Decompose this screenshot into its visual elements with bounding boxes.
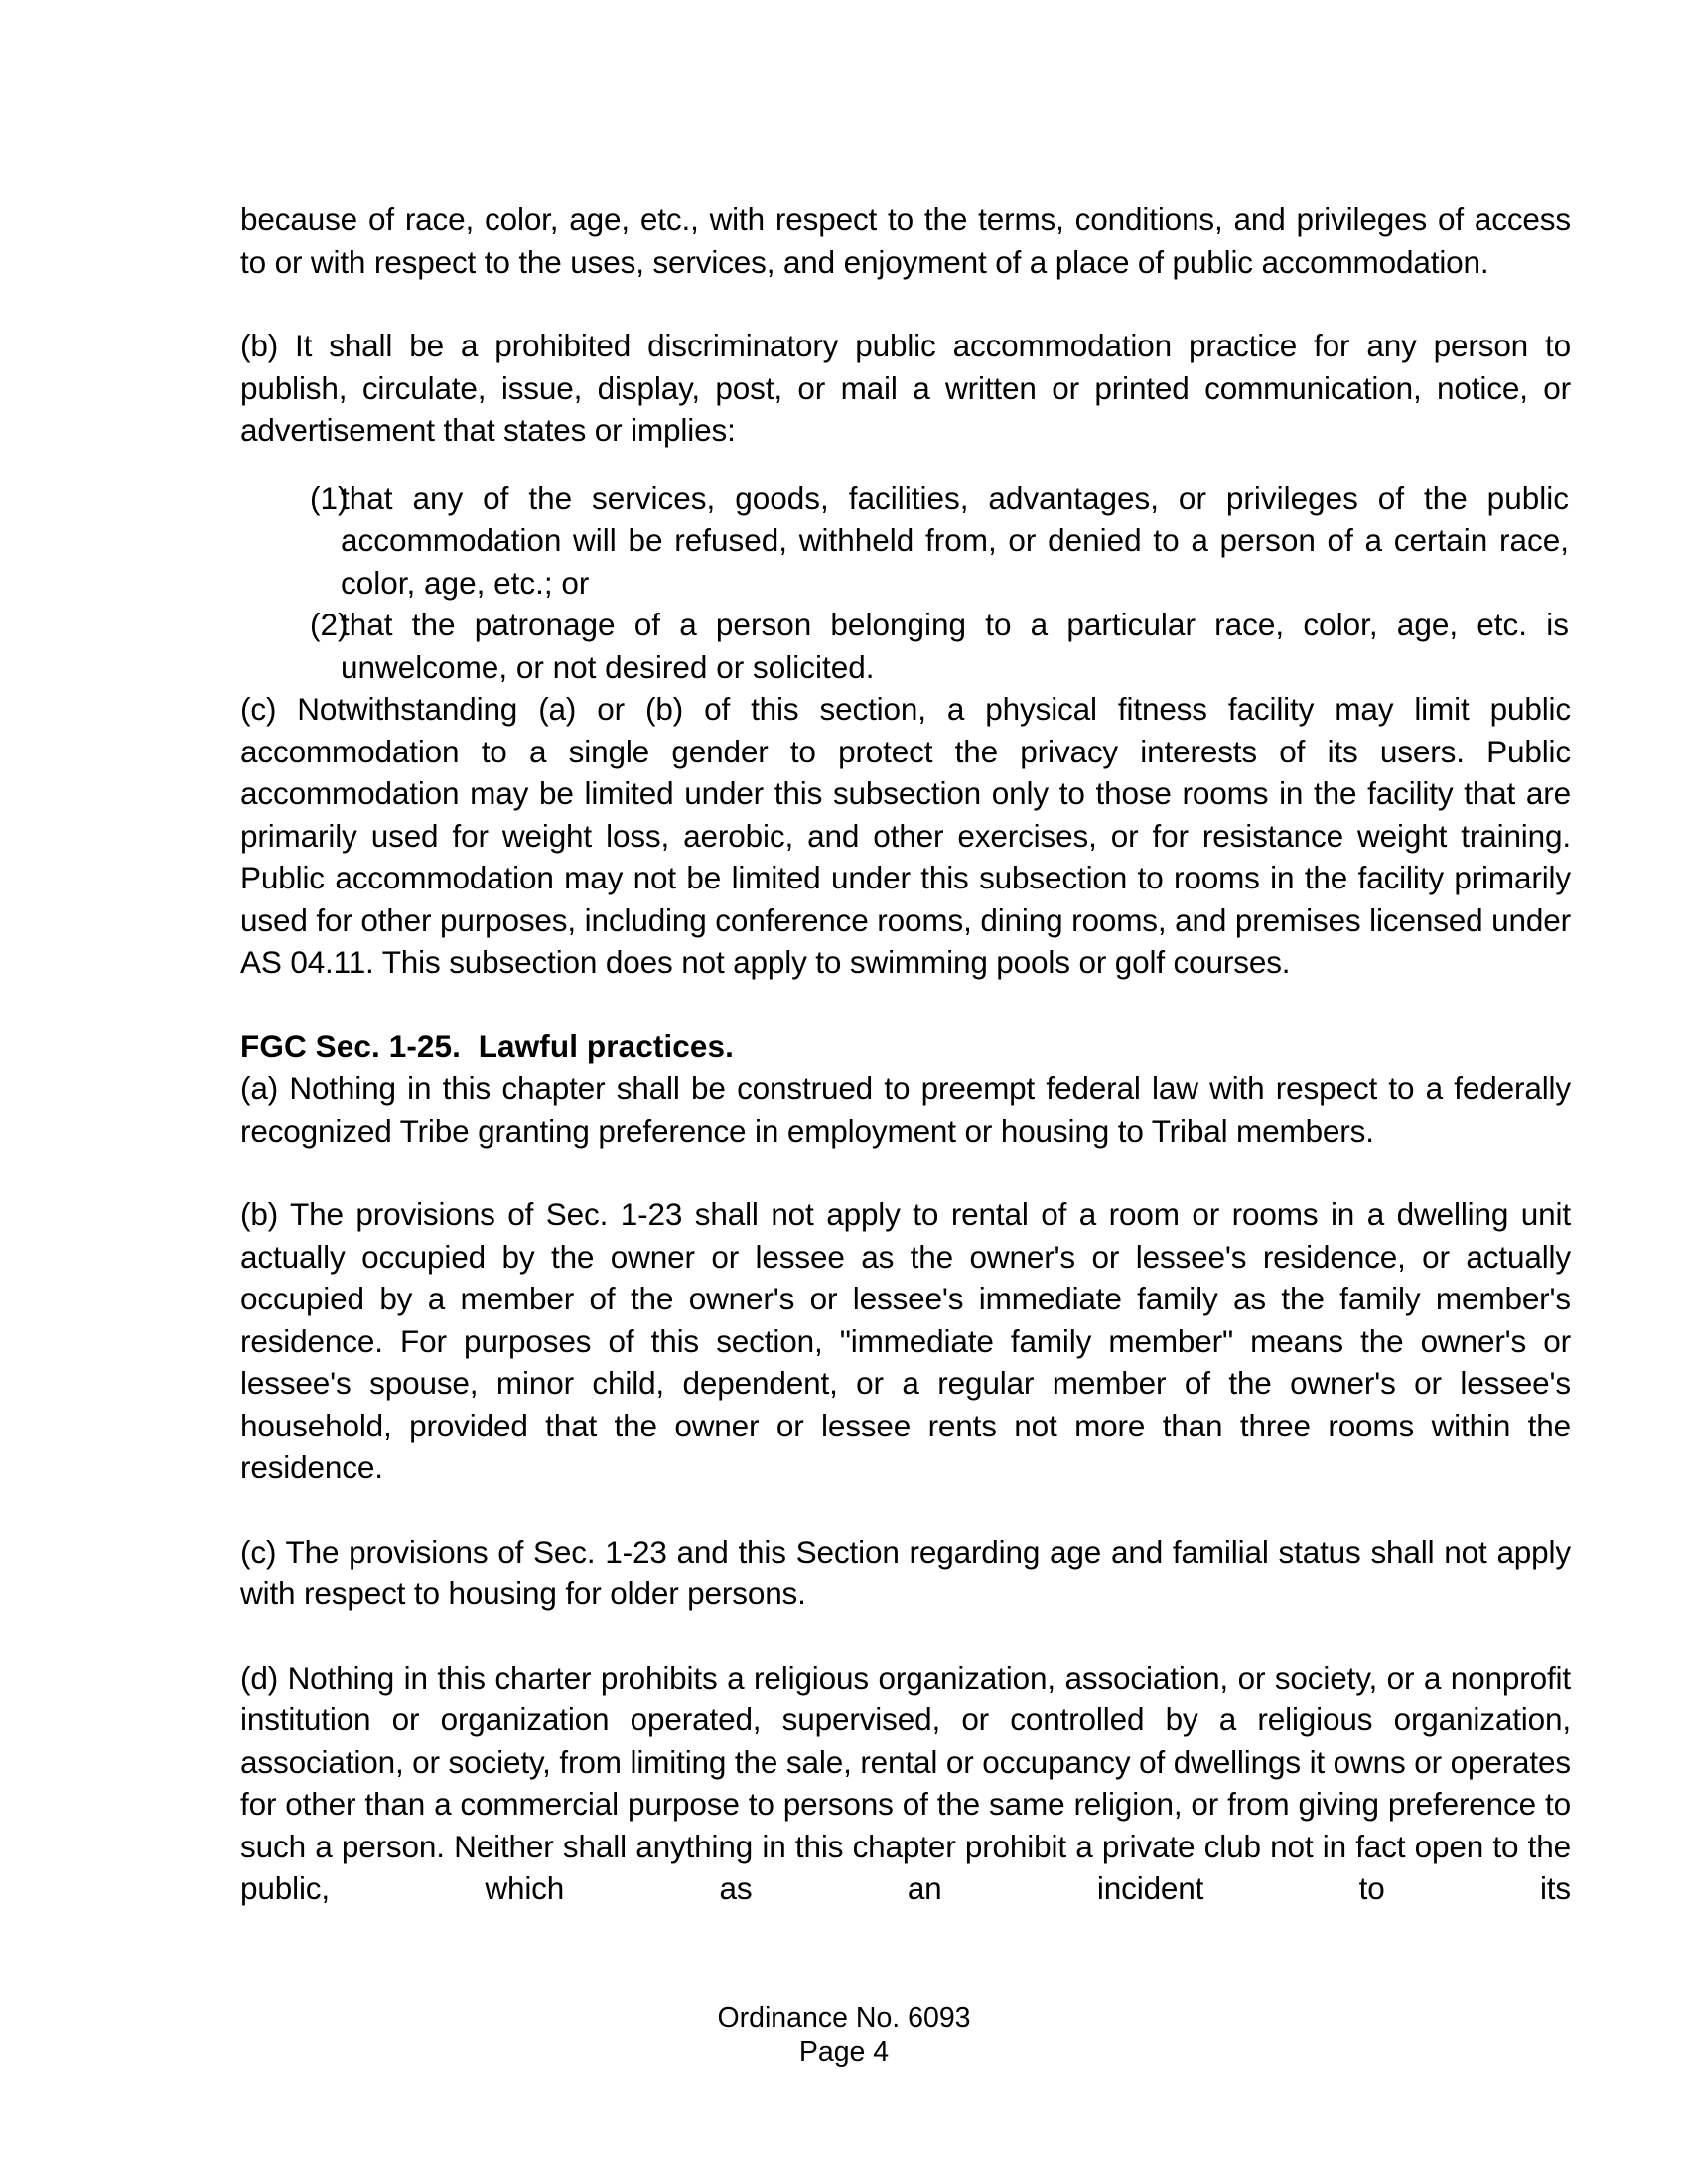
paragraph-sec-1-25-a: (a) Nothing in this chapter shall be construed to preempt federal law with respect to a federally recognized Tribe granting preference in employment or housing to Tribal members. xyxy=(240,1070,1571,1149)
section-heading-fgc-1-25: FGC Sec. 1-25. Lawful practices. xyxy=(240,1027,734,1064)
page-footer xyxy=(0,2001,1688,2069)
list-item-text: that any of the services, goods, facilities, advantages, or privileges of the public accommodation will be refused, withheld from, or denied to a person of a certain race, color, age, etc.; or xyxy=(341,479,1569,601)
numbered-list xyxy=(240,478,1571,689)
paragraph-sec-1-25-b: (b) The provisions of Sec. 1-23 shall not apply to rental of a room or rooms in a dwelling unit actually occupied by the owner or lessee as the owner's or lessee's residence, or actually occupied by a member of the owner's or lessee's immediate family as the family member's residence. For purposes of this section, "immediate family member" means the owner's or lessee's spouse, minor child, dependent, or a regular member of the owner's or lessee's household, provided that the owner or lessee rents not more than three rooms within the residence. xyxy=(240,1196,1571,1485)
list-item-marker: (1) xyxy=(310,479,349,516)
paragraph-sec-1-24-b: (b) It shall be a prohibited discriminatory public accommodation practice for any person to publish, circulate, issue, display, post, or mail a written or printed communication, notice, or advertisement that states or implies: xyxy=(240,328,1571,448)
paragraph-sec-1-25-d: (d) Nothing in this charter prohibits a religious organization, association, or society, or a nonprofit institution or organization operated, supervised, or controlled by a religious organization, association, or society, from limiting the sale, rental or occupancy of dwellings it owns or operates for other than a commercial purpose to persons of the same religion, or from giving preference to such a person. Neither shall anything in this chapter prohibit a private club not in fact open to the public, which as an incident to its xyxy=(240,1659,1571,1906)
footer-page-number: Page 4 xyxy=(798,2036,890,2068)
paragraph-continued-from-previous: because of race, color, age, etc., with respect to the terms, conditions, and privileges of access to or with respect to the uses, services, and enjoyment of a place of public accommodation. xyxy=(240,202,1571,280)
list-item xyxy=(240,478,1571,605)
page-content xyxy=(240,199,1571,1952)
list-item-marker: (2) xyxy=(310,607,349,642)
paragraph-sec-1-24-c: (c) Notwithstanding (a) or (b) of this section, a physical fitness facility may limit public accommodation to a single gender to protect the privacy interests of its users. Public accommodation may be limited under this subsection only to those rooms in the facility that are primarily used for weight loss, aerobic, and other exercises, or for resistance weight training. Public accommodation may not be limited under this subsection to rooms in the facility primarily used for other purposes, including conference rooms, dining rooms, and premises licensed under AS 04.11. This subsection does not apply to swimming pools or golf courses. xyxy=(240,691,1571,980)
list-item-text: that the patronage of a person belonging to a particular race, color, age, etc. is unwelcome, or not desired or solicited. xyxy=(341,607,1569,685)
list-item xyxy=(240,604,1571,688)
paragraph-sec-1-25-c: (c) The provisions of Sec. 1-23 and this Section regarding age and familial status shall not apply with respect to housing for older persons. xyxy=(240,1533,1571,1611)
footer-ordinance-number: Ordinance No. 6093 xyxy=(717,2002,971,2034)
